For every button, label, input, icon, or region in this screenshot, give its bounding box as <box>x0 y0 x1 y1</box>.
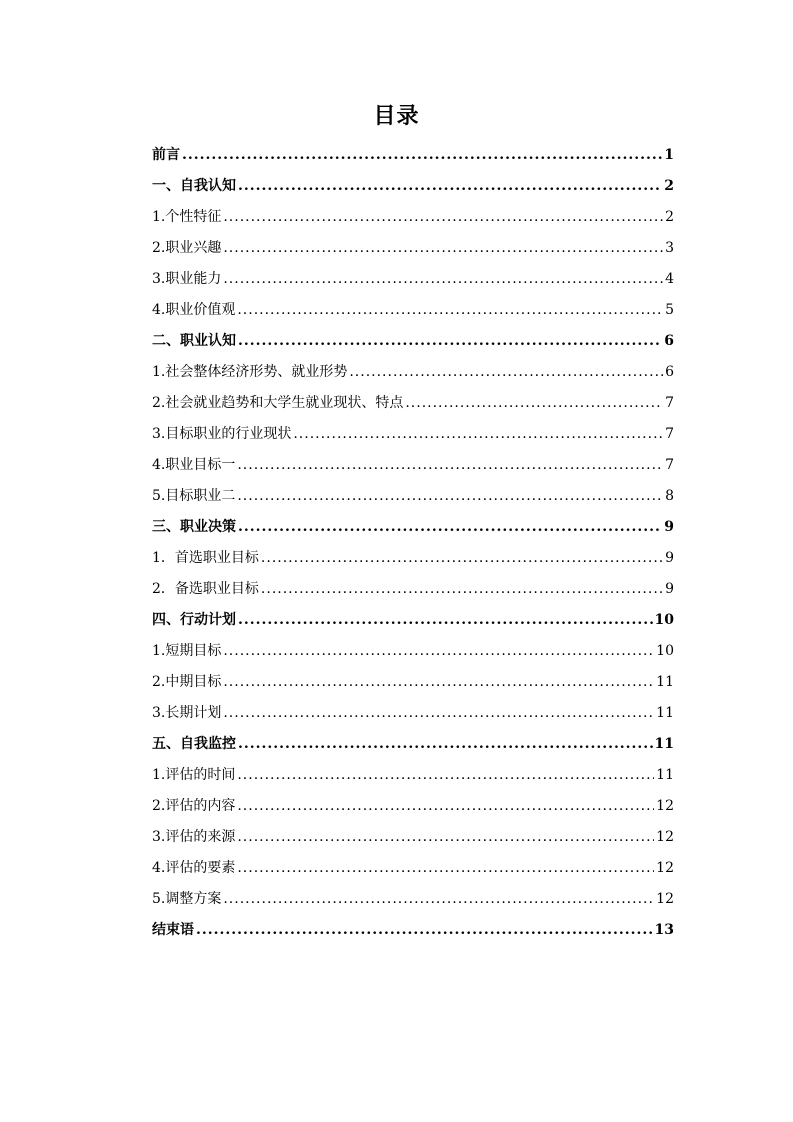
toc-entry-page-number: 11 <box>654 736 674 752</box>
toc-entry-chapter[interactable] <box>152 326 674 357</box>
dot-leader <box>223 264 663 295</box>
dot-leader <box>223 698 654 729</box>
toc-entry-label: 1．首选职业目标 <box>152 550 259 566</box>
toc-entry-label: 前言 <box>152 147 180 163</box>
toc-entry-page-number: 9 <box>665 581 674 597</box>
dot-leader <box>405 388 663 419</box>
toc-entry-page-number: 11 <box>656 767 674 783</box>
table-of-contents <box>152 140 674 946</box>
toc-entry-section[interactable] <box>152 636 674 667</box>
toc-entry-chapter[interactable] <box>152 605 674 636</box>
dot-leader <box>261 574 663 605</box>
dot-leader <box>237 481 663 512</box>
dot-leader <box>238 605 653 636</box>
dot-leader <box>223 636 654 667</box>
toc-entry-section[interactable] <box>152 357 674 388</box>
toc-entry-label: 2.社会就业趋势和大学生就业现状、特点 <box>152 395 404 411</box>
toc-entry-label: 4.职业目标一 <box>152 457 236 473</box>
toc-entry-page-number: 6 <box>665 364 674 380</box>
toc-entry-section[interactable] <box>152 543 674 574</box>
toc-entry-label: 结束语 <box>152 922 194 938</box>
dot-leader <box>261 543 663 574</box>
toc-entry-label: 2.中期目标 <box>152 674 222 690</box>
toc-entry-label: 4.评估的要素 <box>152 860 236 876</box>
toc-title: 目录 <box>373 103 420 129</box>
toc-entry-label: 1.短期目标 <box>152 643 222 659</box>
toc-entry-page-number: 11 <box>656 705 674 721</box>
toc-entry-chapter[interactable] <box>152 171 674 202</box>
toc-entry-label: 三、职业决策 <box>152 519 236 535</box>
toc-entry-label: 4.职业价值观 <box>152 302 236 318</box>
toc-entry-page-number: 11 <box>656 674 674 690</box>
dot-leader <box>349 357 663 388</box>
toc-entry-page-number: 7 <box>665 426 674 442</box>
toc-entry-section[interactable] <box>152 233 674 264</box>
toc-entry-chapter[interactable] <box>152 729 674 760</box>
toc-entry-page-number: 7 <box>665 457 674 473</box>
dot-leader <box>182 140 662 171</box>
toc-entry-label: 二、职业认知 <box>152 333 236 349</box>
toc-entry-page-number: 9 <box>665 550 674 566</box>
toc-entry-page-number: 2 <box>664 178 674 194</box>
toc-entry-section[interactable] <box>152 450 674 481</box>
toc-entry-page-number: 10 <box>656 643 674 659</box>
toc-entry-page-number: 9 <box>664 519 674 535</box>
toc-entry-label: 2.职业兴趣 <box>152 240 222 256</box>
toc-entry-label: 3.职业能力 <box>152 271 222 287</box>
dot-leader <box>238 326 662 357</box>
toc-entry-label: 1.个性特征 <box>152 209 222 225</box>
toc-entry-label: 3.目标职业的行业现状 <box>152 426 292 442</box>
toc-entry-label: 四、行动计划 <box>152 612 236 628</box>
toc-entry-label: 一、自我认知 <box>152 178 236 194</box>
dot-leader <box>237 760 654 791</box>
toc-entry-page-number: 2 <box>665 209 674 225</box>
toc-entry-label: 2．备选职业目标 <box>152 581 259 597</box>
toc-entry-page-number: 12 <box>656 860 674 876</box>
dot-leader <box>238 171 662 202</box>
dot-leader <box>293 419 663 450</box>
toc-entry-chapter[interactable] <box>152 915 674 946</box>
toc-entry-page-number: 12 <box>656 829 674 845</box>
dot-leader <box>237 791 654 822</box>
toc-entry-page-number: 12 <box>656 798 674 814</box>
dot-leader <box>223 884 654 915</box>
toc-entry-label: 5.调整方案 <box>152 891 222 907</box>
dot-leader <box>238 512 662 543</box>
toc-entry-page-number: 6 <box>664 333 674 349</box>
toc-entry-section[interactable] <box>152 295 674 326</box>
toc-entry-page-number: 3 <box>665 240 674 256</box>
dot-leader <box>223 667 654 698</box>
toc-entry-section[interactable] <box>152 822 674 853</box>
toc-entry-label: 3.长期计划 <box>152 705 222 721</box>
dot-leader <box>196 915 653 946</box>
toc-entry-section[interactable] <box>152 574 674 605</box>
dot-leader <box>238 729 653 760</box>
toc-entry-chapter[interactable] <box>152 512 674 543</box>
dot-leader <box>237 450 663 481</box>
toc-entry-label: 2.评估的内容 <box>152 798 236 814</box>
toc-entry-section[interactable] <box>152 667 674 698</box>
toc-entry-page-number: 5 <box>665 302 674 318</box>
toc-entry-label: 1.社会整体经济形势、就业形势 <box>152 364 348 380</box>
toc-entry-section[interactable] <box>152 698 674 729</box>
toc-entry-page-number: 10 <box>654 612 674 628</box>
toc-entry-label: 5.目标职业二 <box>152 488 236 504</box>
toc-entry-section[interactable] <box>152 760 674 791</box>
toc-entry-section[interactable] <box>152 202 674 233</box>
toc-entry-page-number: 8 <box>665 488 674 504</box>
toc-entry-section[interactable] <box>152 853 674 884</box>
toc-entry-section[interactable] <box>152 481 674 512</box>
dot-leader <box>237 822 654 853</box>
toc-entry-section[interactable] <box>152 264 674 295</box>
toc-entry-section[interactable] <box>152 884 674 915</box>
toc-entry-section[interactable] <box>152 791 674 822</box>
toc-entry-page-number: 13 <box>654 922 674 938</box>
dot-leader <box>237 295 663 326</box>
toc-entry-section[interactable] <box>152 419 674 450</box>
dot-leader <box>237 853 654 884</box>
toc-entry-label: 五、自我监控 <box>152 736 236 752</box>
dot-leader <box>223 233 663 264</box>
toc-entry-page-number: 1 <box>664 147 674 163</box>
toc-entry-label: 3.评估的来源 <box>152 829 236 845</box>
toc-entry-page-number: 4 <box>665 271 674 287</box>
dot-leader <box>223 202 663 233</box>
toc-entry-label: 1.评估的时间 <box>152 767 236 783</box>
toc-entry-page-number: 7 <box>665 395 674 411</box>
toc-entry-section[interactable] <box>152 388 674 419</box>
toc-entry-chapter[interactable] <box>152 140 674 171</box>
toc-entry-page-number: 12 <box>656 891 674 907</box>
